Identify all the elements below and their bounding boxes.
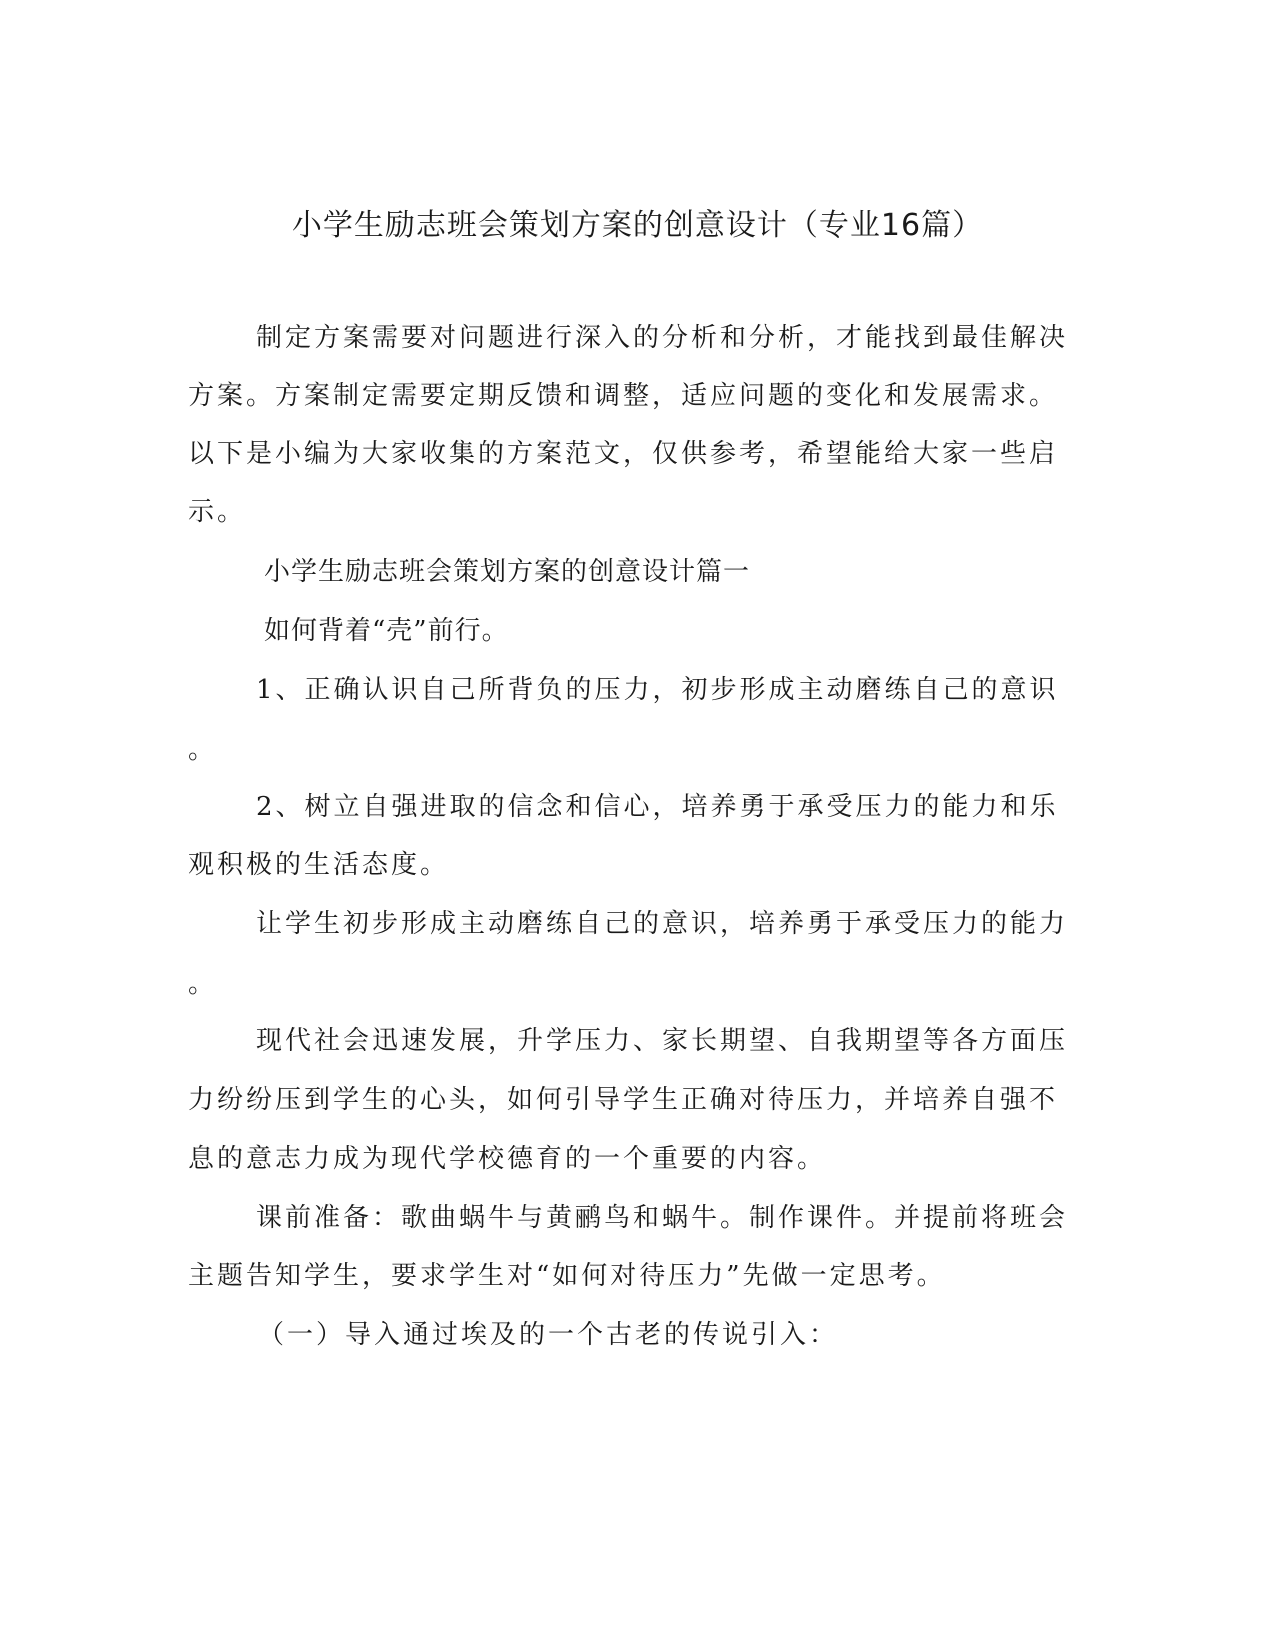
- paragraph-line: 息的意志力成为现代学校德育的一个重要的内容。: [188, 1144, 827, 1174]
- paragraph-line: 现代社会迅速发展，升学压力、家长期望、自我期望等各方面压: [256, 1026, 1069, 1056]
- paragraph-line: 1、正确认识自己所背负的压力，初步形成主动磨练自己的意识: [256, 675, 1059, 705]
- paragraph-line: 2、树立自强进取的信念和信心，培养勇于承受压力的能力和乐: [256, 792, 1059, 822]
- paragraph-line: 示。: [188, 497, 247, 527]
- document-title: 小学生励志班会策划方案的创意设计（专业16篇）: [291, 208, 984, 243]
- paragraph-line: 以下是小编为大家收集的方案范文，仅供参考，希望能给大家一些启: [188, 439, 1059, 469]
- paragraph-line: 课前准备：歌曲蜗牛与黄鹂鸟和蜗牛。制作课件。并提前将班会: [256, 1203, 1069, 1233]
- section-heading: 小学生励志班会策划方案的创意设计篇一: [264, 557, 751, 587]
- paragraph-line: 主题告知学生，要求学生对“如何对待压力”先做一定思考。: [188, 1261, 946, 1291]
- paragraph-line: 让学生初步形成主动磨练自己的意识，培养勇于承受压力的能力: [256, 909, 1069, 939]
- section-subtitle: 如何背着“壳”前行。: [264, 616, 509, 646]
- paragraph-line: 。: [188, 735, 218, 765]
- paragraph-line: 力纷纷压到学生的心头，如何引导学生正确对待压力，并培养自强不: [188, 1085, 1059, 1115]
- section-subheading: （一）导入通过埃及的一个古老的传说引入：: [258, 1320, 839, 1350]
- paragraph-line: 方案。方案制定需要定期反馈和调整，适应问题的变化和发展需求。: [188, 381, 1059, 411]
- paragraph-line: 观积极的生活态度。: [188, 850, 450, 880]
- paragraph-line: 。: [188, 969, 218, 999]
- paragraph-line: 制定方案需要对问题进行深入的分析和分析，才能找到最佳解决: [256, 323, 1069, 353]
